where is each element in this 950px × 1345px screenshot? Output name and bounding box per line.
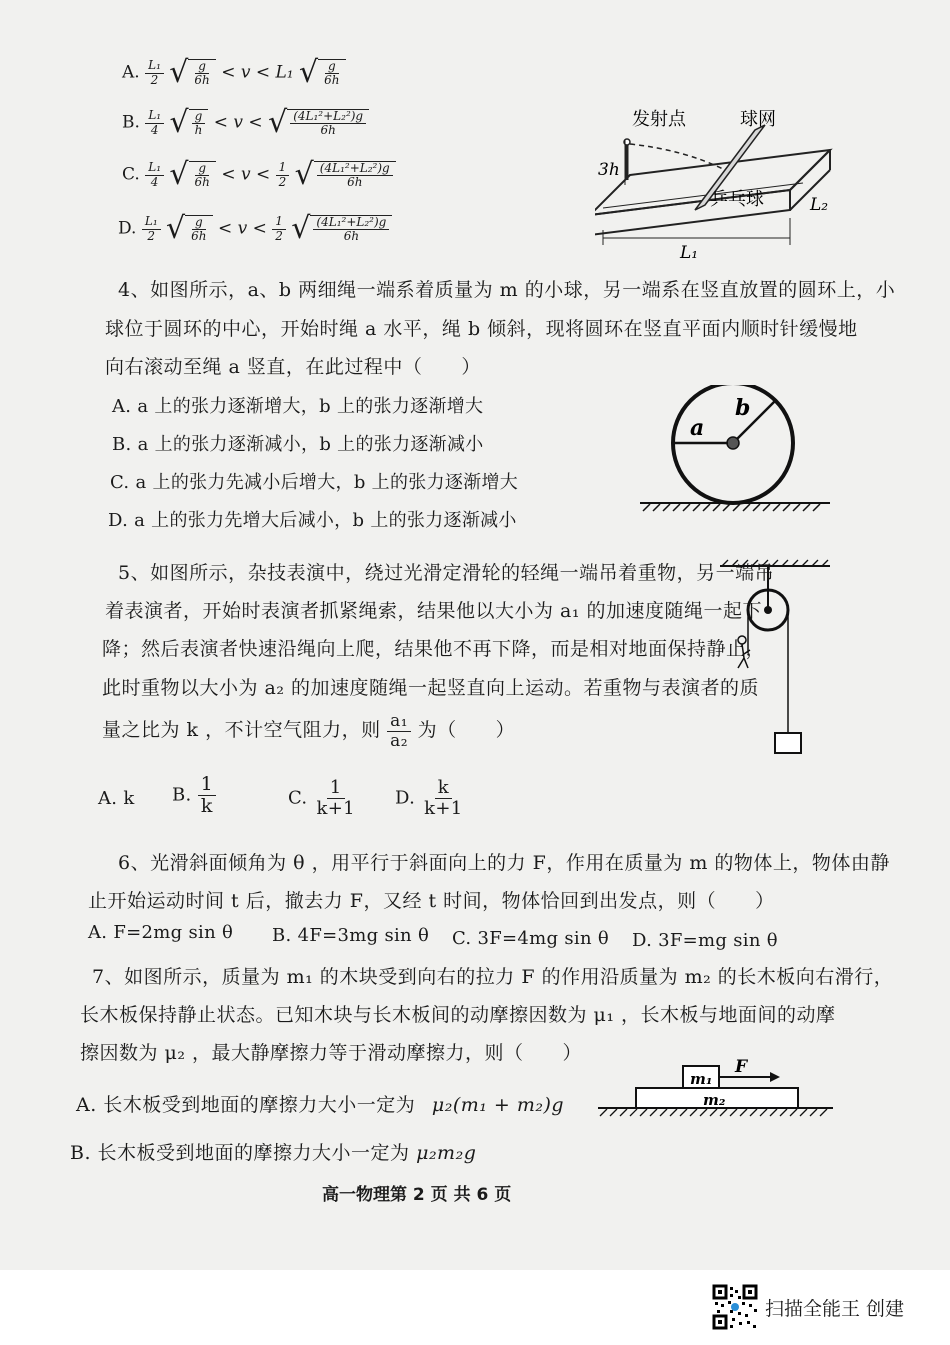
q6-stem-line2: 止开始运动时间 t 后，撤去力 F，又经 t 时间，物体恰回到出发点，则（ ）: [88, 890, 775, 912]
q3-option-d: D. $\frac{\text{L₁}}{2}$ √ $\frac{g}{6h}$ < v < $\frac{1}{2}$ √ $\frac{\text{(4L₁²+L₂²)g}}{6h}$: [118, 214, 392, 244]
q6-option-b: B. 4F=3mg sin θ: [272, 925, 430, 946]
l1-label: L₁: [680, 243, 699, 260]
height-label: 3h: [598, 160, 620, 180]
q5-option-d: D. $\frac{k}{k+1}$: [395, 777, 463, 819]
q6-option-a: A. F=2mg sin θ: [88, 922, 234, 943]
q5-stem-line1: 5、如图所示，杂技表演中，绕过光滑定滑轮的轻绳一端吊着重物，另一端吊: [118, 562, 775, 584]
q4-option-c: C. a 上的张力先减小后增大，b 上的张力逐渐增大: [110, 472, 519, 493]
m2-label: m₂: [703, 1091, 726, 1109]
q7-stem-line3: 擦因数为 μ₂ ，最大静摩擦力等于滑动摩擦力，则（ ）: [80, 1042, 583, 1064]
q4-option-d: D. a 上的张力先增大后减小，b 上的张力逐渐减小: [108, 510, 517, 531]
q7-stem-line2: 长木板保持静止状态。已知木块与长木板间的动摩擦因数为 μ₁ ，长木板与地面间的动摩: [80, 1004, 836, 1026]
q5-stem-line5: 量之比为 k ，不计空气阻力，则 $\frac{\text{a₁}}{\text{a₂}}$ 为（ ）: [102, 711, 516, 751]
q6-stem-line1: 6、光滑斜面倾角为 θ ，用平行于斜面向上的力 F，作用在质量为 m 的物体上，物体由静: [118, 852, 890, 874]
q3-option-b: B. $\frac{\text{L₁}}{4}$ √ $\frac{g}{h}$ < v < √ $\frac{\text{(4L₁²+L₂²)g}}{6h}$: [122, 108, 369, 138]
l2-label: L₂: [810, 195, 829, 215]
q5-stem-line2: 着表演者，开始时表演者抓紧绳索，结果他以大小为 a₁ 的加速度随绳一起下: [105, 600, 763, 622]
ring-figure: [640, 385, 840, 515]
q5-option-c: C. $\frac{1}{k+1}$: [288, 777, 355, 819]
rope-a-label: a: [690, 415, 705, 441]
q6-option-c: C. 3F=4mg sin θ: [452, 928, 610, 949]
pulley-figure: [720, 558, 835, 768]
q7-option-b: B. 长木板受到地面的摩擦力大小一定为 μ₂m₂g: [70, 1142, 477, 1164]
q5-option-b: B. $\frac{1}{k}$: [172, 774, 216, 817]
block-board-figure: [598, 1058, 838, 1123]
q3-option-c: C. $\frac{\text{L₁}}{4}$ √ $\frac{g}{6h}$ < v < $\frac{1}{2}$ √ $\frac{\text{(4L₁²+L₂²)g}}{6h}$: [122, 160, 396, 190]
m1-label: m₁: [690, 1070, 713, 1088]
table-tennis-figure: [595, 100, 850, 260]
scanner-brand-label: 扫描全能王 创建: [765, 1298, 905, 1320]
qr-code-icon: [712, 1284, 758, 1330]
q7-stem-line1: 7、如图所示，质量为 m₁ 的木块受到向右的拉力 F 的作用沿质量为 m₂ 的长木板向右滑行，: [92, 966, 894, 988]
q3-option-a: A. $\frac{\text{L₁}}{2}$ √ $\frac{g}{6h}$ < v < L₁ √ $\frac{g}{6h}$: [122, 58, 346, 88]
q5-ratio: $\frac{\text{a₁}}{\text{a₂}}$: [387, 712, 411, 750]
q5-stem-line4: 此时重物以大小为 a₂ 的加速度随绳一起竖直向上运动。若重物与表演者的质: [102, 677, 760, 699]
q4-stem-line1: 4、如图所示，a、b 两细绳一端系着质量为 m 的小球，另一端系在竖直放置的圆环上，小: [118, 279, 896, 301]
rope-b-label: b: [735, 395, 751, 421]
q6-option-d: D. 3F=mg sin θ: [632, 930, 778, 951]
q4-stem-line2: 球位于圆环的中心，开始时绳 a 水平，绳 b 倾斜，现将圆环在竖直平面内顺时针缓慢地: [105, 318, 858, 340]
launch-point-label: 发射点: [632, 109, 686, 130]
net-label: 球网: [740, 109, 776, 130]
ball-label: 乒乓球: [710, 189, 764, 210]
page-footer: 高一物理第 2 页 共 6 页: [322, 1185, 512, 1205]
q5-stem-line3: 降；然后表演者快速沿绳向上爬，结果他不再下降，而是相对地面保持静止，: [102, 638, 766, 660]
force-label: F: [735, 1058, 748, 1077]
q5-option-a: A. k: [98, 788, 135, 809]
q4-option-a: A. a 上的张力逐渐增大，b 上的张力逐渐增大: [112, 396, 484, 417]
q4-option-b: B. a 上的张力逐渐减小，b 上的张力逐渐减小: [112, 434, 484, 455]
q4-stem-line3: 向右滚动至绳 a 竖直，在此过程中（ ）: [105, 356, 481, 378]
q7-option-a: A. 长木板受到地面的摩擦力大小一定为 μ₂(m₁ + m₂)g: [76, 1094, 565, 1116]
